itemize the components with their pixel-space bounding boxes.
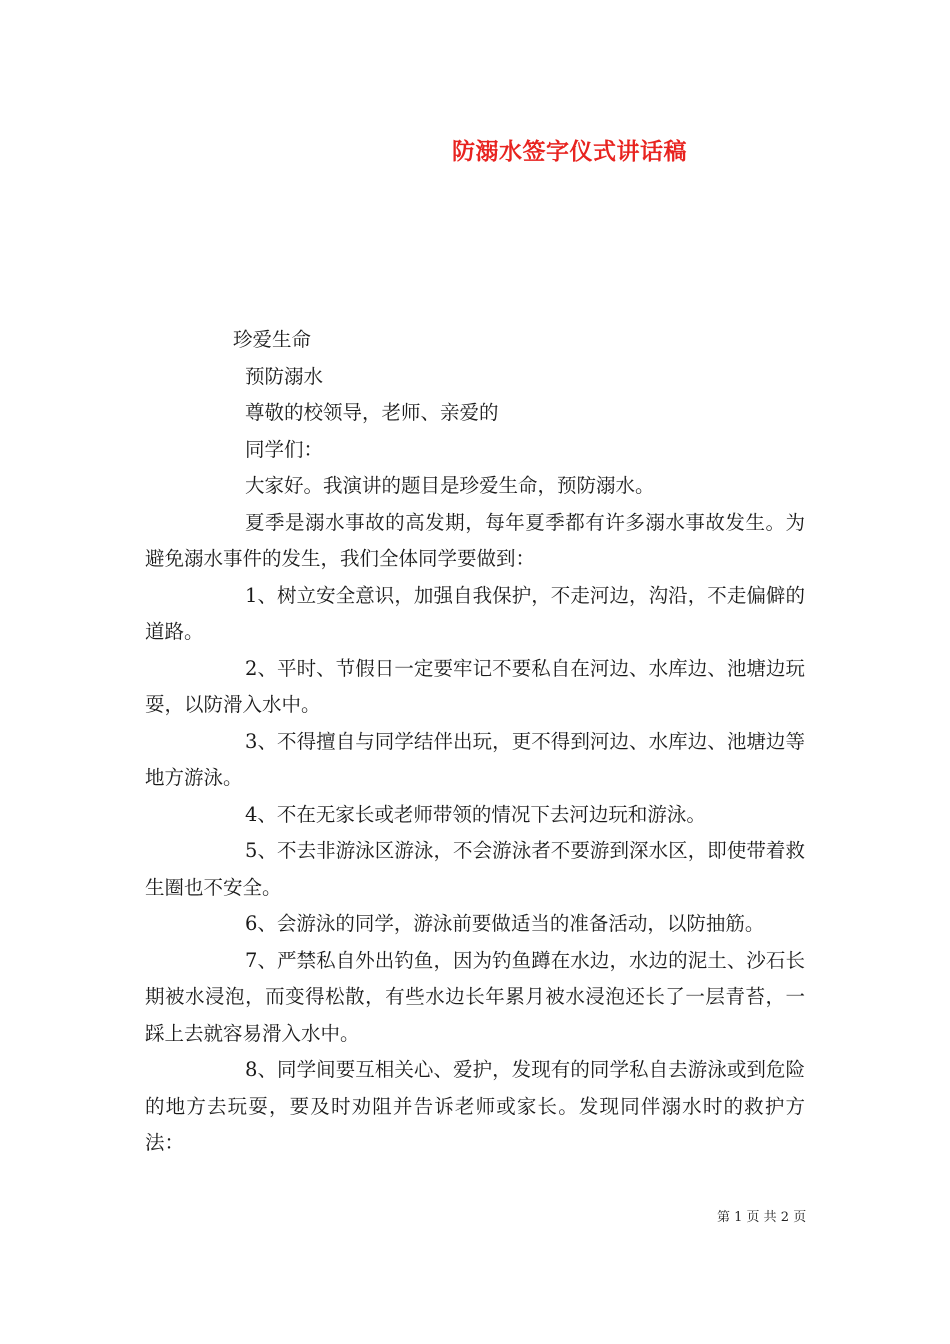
document-body (145, 322, 805, 1162)
list-item: 3、不得擅自与同学结伴出玩，更不得到河边、水库边、池塘边等地方游泳。 (145, 729, 805, 789)
greeting-line: 大家好。我演讲的题目是珍爱生命，预防溺水。 (245, 474, 655, 497)
list-item: 8、同学间要互相关心、爱护，发现有的同学私自去游泳或到危险的地方去玩耍，要及时劝阻并告诉老师或家长。发现同伴溺水时的救护方法： (145, 1058, 805, 1154)
paragraph: 夏季是溺水事故的高发期，每年夏季都有许多溺水事故发生。为避免溺水事件的发生，我们全体同学要做到： (145, 510, 805, 570)
list-item: 2、平时、节假日一定要牢记不要私自在河边、水库边、池塘边玩耍，以防滑入水中。 (145, 656, 805, 716)
list-item: 5、不去非游泳区游泳，不会游泳者不要游到深水区，即使带着救生圈也不安全。 (145, 839, 805, 899)
list-item: 1、树立安全意识，加强自我保护，不走河边，沟沿，不走偏僻的道路。 (145, 583, 805, 643)
list-item: 4、不在无家长或老师带领的情况下去河边玩和游泳。 (245, 802, 706, 826)
page-number: 第 1 页 共 2 页 (717, 1210, 807, 1225)
document-title: 防溺水签字仪式讲话稿 (452, 138, 687, 165)
list-item: 6、会游泳的同学，游泳前要做适当的准备活动，以防抽筋。 (245, 912, 765, 935)
salutation-line: 尊敬的校领导，老师、亲爱的 (245, 401, 499, 424)
heading-line: 珍爱生命 (233, 328, 312, 351)
list-item: 7、严禁私自外出钓鱼，因为钓鱼蹲在水边，水边的泥土、沙石长期被水浸泡，而变得松散，有些水边长年累月被水浸泡还长了一层青苔，一踩上去就容易滑入水中。 (145, 948, 805, 1045)
heading-line: 预防溺水 (245, 364, 324, 388)
salutation-line: 同学们： (245, 437, 324, 461)
